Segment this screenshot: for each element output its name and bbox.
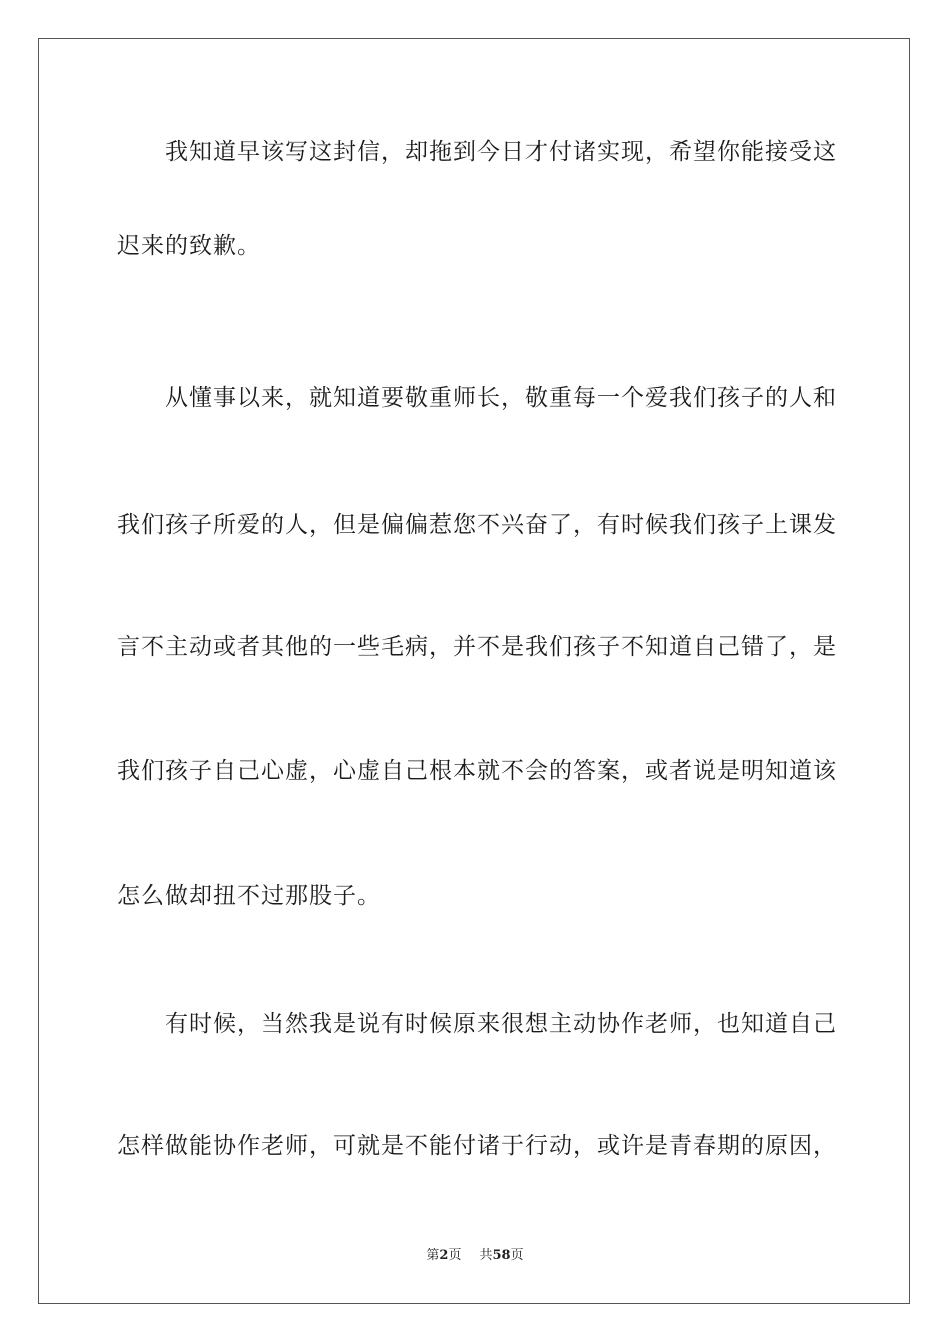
page-footer xyxy=(0,1247,950,1265)
paragraph-2-line-4: 我们孩子自己心虚，心虚自己根本就不会的答案，或者说是明知道该 xyxy=(117,758,837,784)
paragraph-2-line-3: 言不主动或者其他的一些毛病，并不是我们孩子不知道自己错了，是 xyxy=(117,634,837,660)
paragraph-1-line-2: 迟来的致歉。 xyxy=(117,233,261,259)
paragraph-2-line-5: 怎么做却扭不过那股子。 xyxy=(117,883,381,909)
page-suffix: 页 xyxy=(448,1248,462,1263)
total-suffix: 页 xyxy=(510,1248,524,1263)
page-border xyxy=(38,38,910,1304)
page-prefix: 第 xyxy=(426,1248,440,1263)
total-pages: 58 xyxy=(492,1248,511,1263)
paragraph-2-line-2: 我们孩子所爱的人，但是偏偏惹您不兴奋了，有时候我们孩子上课发 xyxy=(117,512,837,538)
page-number: 2 xyxy=(439,1248,449,1263)
paragraph-1-line-1: 我知道早该写这封信，却拖到今日才付诸实现，希望你能接受这 xyxy=(165,139,837,165)
paragraph-3-line-2: 怎样做能协作老师，可就是不能付诸于行动，或许是青春期的原因， xyxy=(117,1133,837,1159)
paragraph-2-line-1: 从懂事以来，就知道要敬重师长，敬重每一个爱我们孩子的人和 xyxy=(165,385,837,411)
paragraph-3-line-1: 有时候，当然我是说有时候原来很想主动协作老师，也知道自己 xyxy=(165,1011,837,1037)
total-prefix: 共 xyxy=(479,1248,493,1263)
